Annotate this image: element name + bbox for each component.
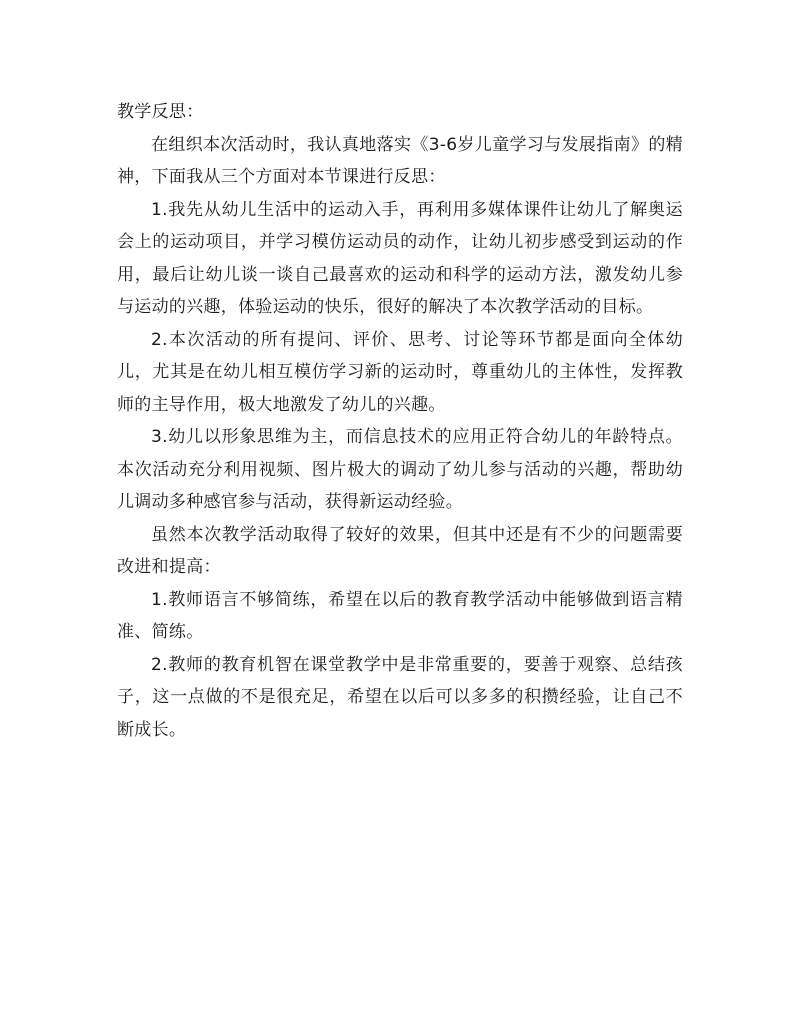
paragraph-point-1: 1.我先从幼儿生活中的运动入手，再利用多媒体课件让幼儿了解奥运会上的运动项目，并学习模仿运动员的动作，让幼儿初步感受到运动的作用，最后让幼儿谈一谈自己最喜欢的运动和科学的运动方法，激发幼儿参与运动的兴趣，体验运动的快乐，很好的解决了本次教学活动的目标。 xyxy=(117,199,683,317)
paragraph-problem-1: 1.教师语言不够简练，希望在以后的教育教学活动中能够做到语言精准、简练。 xyxy=(117,589,683,642)
paragraph-intro: 在组织本次活动时，我认真地落实《3-6岁儿童学习与发展指南》的精神，下面我从三个方面对本节课进行反思： xyxy=(117,134,683,187)
document-body xyxy=(117,96,683,746)
paragraph-problem-2: 2.教师的教育机智在课堂教学中是非常重要的，要善于观察、总结孩子，这一点做的不是很充足，希望在以后可以多多的积攒经验，让自己不断成长。 xyxy=(117,654,683,740)
paragraph-point-2: 2.本次活动的所有提问、评价、思考、讨论等环节都是面向全体幼儿，尤其是在幼儿相互模仿学习新的运动时，尊重幼儿的主体性，发挥教师的主导作用，极大地激发了幼儿的兴趣。 xyxy=(117,329,683,415)
section-heading: 教学反思： xyxy=(117,102,204,122)
paragraph-problems-intro: 虽然本次教学活动取得了较好的效果，但其中还是有不少的问题需要改进和提高： xyxy=(117,524,683,577)
paragraph-point-3: 3.幼儿以形象思维为主，而信息技术的应用正符合幼儿的年龄特点。本次活动充分利用视频、图片极大的调动了幼儿参与活动的兴趣，帮助幼儿调动多种感官参与活动，获得新运动经验。 xyxy=(117,427,683,512)
